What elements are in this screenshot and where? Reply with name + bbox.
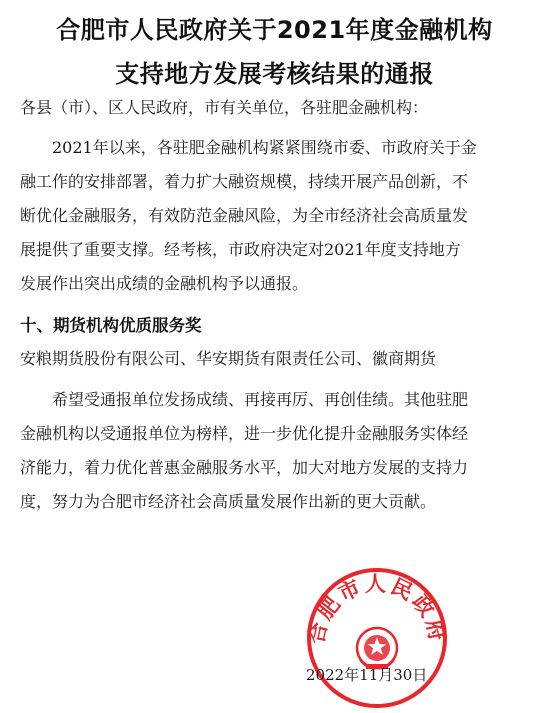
seal-text: 合肥市人民政府 <box>304 572 450 646</box>
paragraph-1-line-4: 展提供了重要支撑。经考核，市政府决定对2021年度支持地方 <box>20 240 461 259</box>
svg-text:合肥市人民政府 <box>304 572 450 646</box>
paragraph-2-line-3: 济能力，着力优化普惠金融服务水平，加大对地方发展的支持力 <box>20 458 469 477</box>
title-line-1: 合肥市人民政府关于2021年度金融机构 <box>56 16 493 44</box>
title-line-2: 支持地方发展考核结果的通报 <box>115 60 434 88</box>
paragraph-1-line-5: 发展作出突出成绩的金融机构予以通报。 <box>20 274 309 293</box>
section-body: 安粮期货股份有限公司、华安期货有限责任公司、徽商期货 <box>20 349 437 368</box>
section-heading: 十、期货机构优质服务奖 <box>20 316 202 335</box>
national-emblem-icon <box>357 628 397 669</box>
paragraph-2-line-4: 度，努力为合肥市经济社会高质量发展作出新的更大贡献。 <box>20 492 437 511</box>
issue-date: 2022年11月30日 <box>306 666 428 684</box>
paragraph-1-line-1: 2021年以来，各驻肥金融机构紧紧围绕市委、市政府关于金 <box>52 138 477 157</box>
paragraph-1-line-2: 融工作的安排部署，着力扩大融资规模，持续开展产品创新，不 <box>20 172 469 191</box>
paragraph-2-line-1: 希望受通报单位发扬成绩、再接再厉、再创佳绩。其他驻肥 <box>52 390 469 409</box>
salutation: 各县（市）、区人民政府，市有关单位，各驻肥金融机构： <box>20 98 429 117</box>
paragraph-2-line-2: 金融机构以受通报单位为榜样，进一步优化提升金融服务实体经 <box>20 424 469 443</box>
paragraph-1-line-3: 断优化金融服务，有效防范金融风险，为全市经济社会高质量发 <box>20 206 469 225</box>
official-seal <box>302 560 452 710</box>
